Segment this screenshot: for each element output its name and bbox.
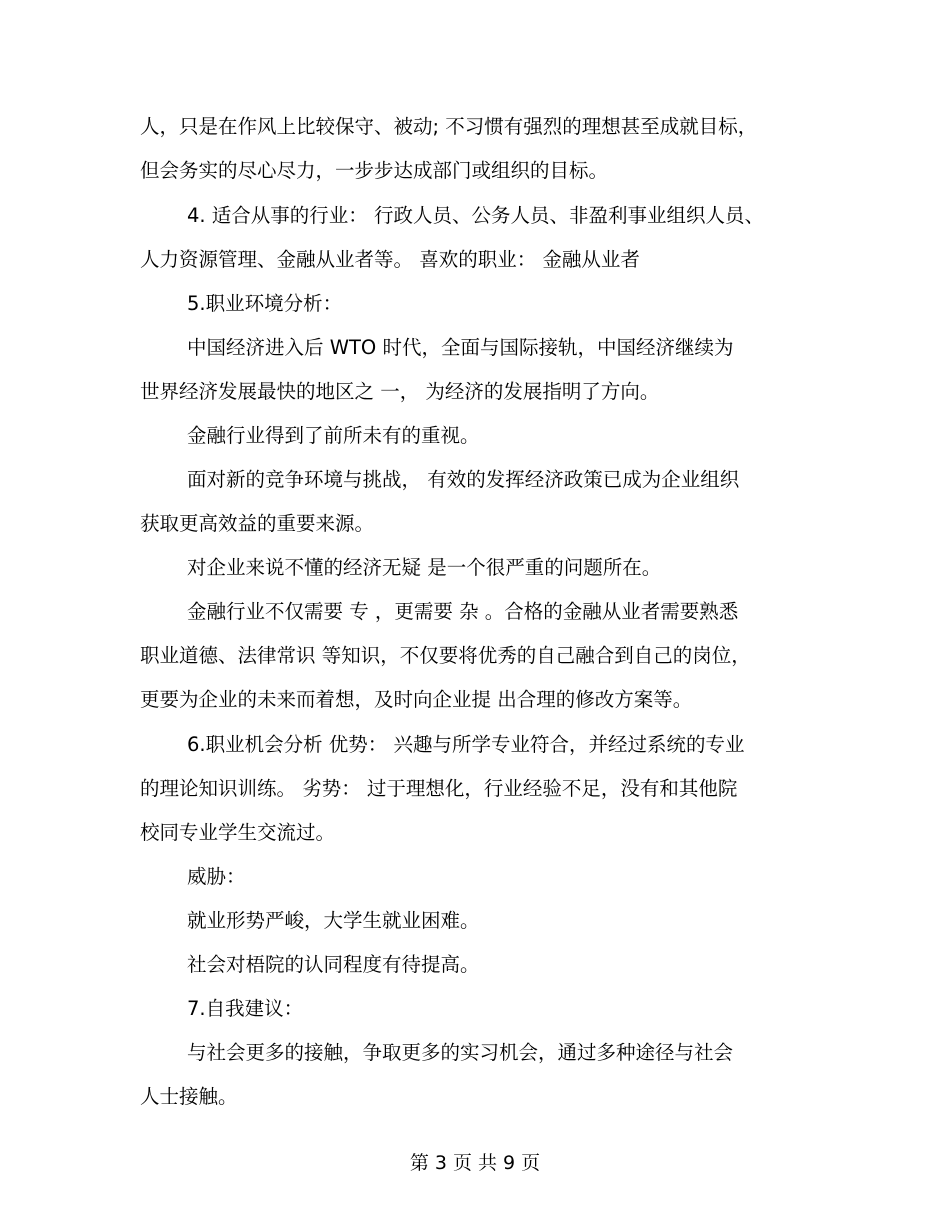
paragraph-line: 人力资源管理、金融从业者等。 喜欢的职业： 金融从业者: [140, 248, 640, 271]
paragraph-line: 但会务实的尽心尽力，一步步达成部门或组织的目标。: [140, 159, 609, 182]
section-heading: 7.自我建议：: [187, 997, 304, 1020]
paragraph-line: 中国经济进入后 WTO 时代，全面与国际接轨，中国经济继续为: [187, 336, 734, 359]
paragraph-line: 人，只是在作风上比较保守、被动; 不习惯有强烈的理想甚至成就目标，: [140, 115, 758, 138]
paragraph-line: 金融行业得到了前所未有的重视。: [187, 424, 480, 447]
paragraph-line: 更要为企业的未来而着想，及时向企业提 出合理的修改方案等。: [140, 688, 693, 711]
paragraph-line: 获取更高效益的重要来源。: [140, 512, 375, 535]
paragraph-line: 对企业来说不懂的经济无疑 是一个很严重的问题所在。: [187, 556, 662, 579]
paragraph-line: 校同专业学生交流过。: [140, 821, 336, 844]
paragraph-line: 4. 适合从事的行业： 行政人员、公务人员、非盈利事业组织人员、: [187, 204, 765, 227]
paragraph-line: 与社会更多的接触，争取更多的实习机会，通过多种途径与社会: [187, 1041, 734, 1064]
paragraph-line: 威胁：: [187, 865, 246, 888]
paragraph-line: 社会对梧院的认同程度有待提高。: [187, 953, 480, 976]
paragraph-line: 金融行业不仅需要 专 ，更需要 杂 。合格的金融从业者需要熟悉: [187, 600, 739, 623]
paragraph-line: 的理论知识训练。 劣势： 过于理想化，行业经验不足，没有和其他院: [140, 777, 738, 800]
paragraph-line: 就业形势严峻，大学生就业困难。: [187, 909, 480, 932]
paragraph-line: 世界经济发展最快的地区之 一， 为经济的发展指明了方向。: [140, 380, 660, 403]
paragraph-line: 面对新的竞争环境与挑战， 有效的发挥经济政策已成为企业组织: [187, 468, 740, 491]
section-heading: 6.职业机会分析 优势： 兴趣与所学专业符合，并经过系统的专业: [187, 733, 745, 756]
page-number-footer: 第 3 页 共 9 页: [409, 1152, 541, 1174]
section-heading: 5.职业环境分析：: [187, 292, 343, 315]
paragraph-line: 职业道德、法律常识 等知识，不仅要将优秀的自己融合到自己的岗位，: [140, 644, 751, 667]
paragraph-line: 人士接触。: [140, 1085, 238, 1108]
